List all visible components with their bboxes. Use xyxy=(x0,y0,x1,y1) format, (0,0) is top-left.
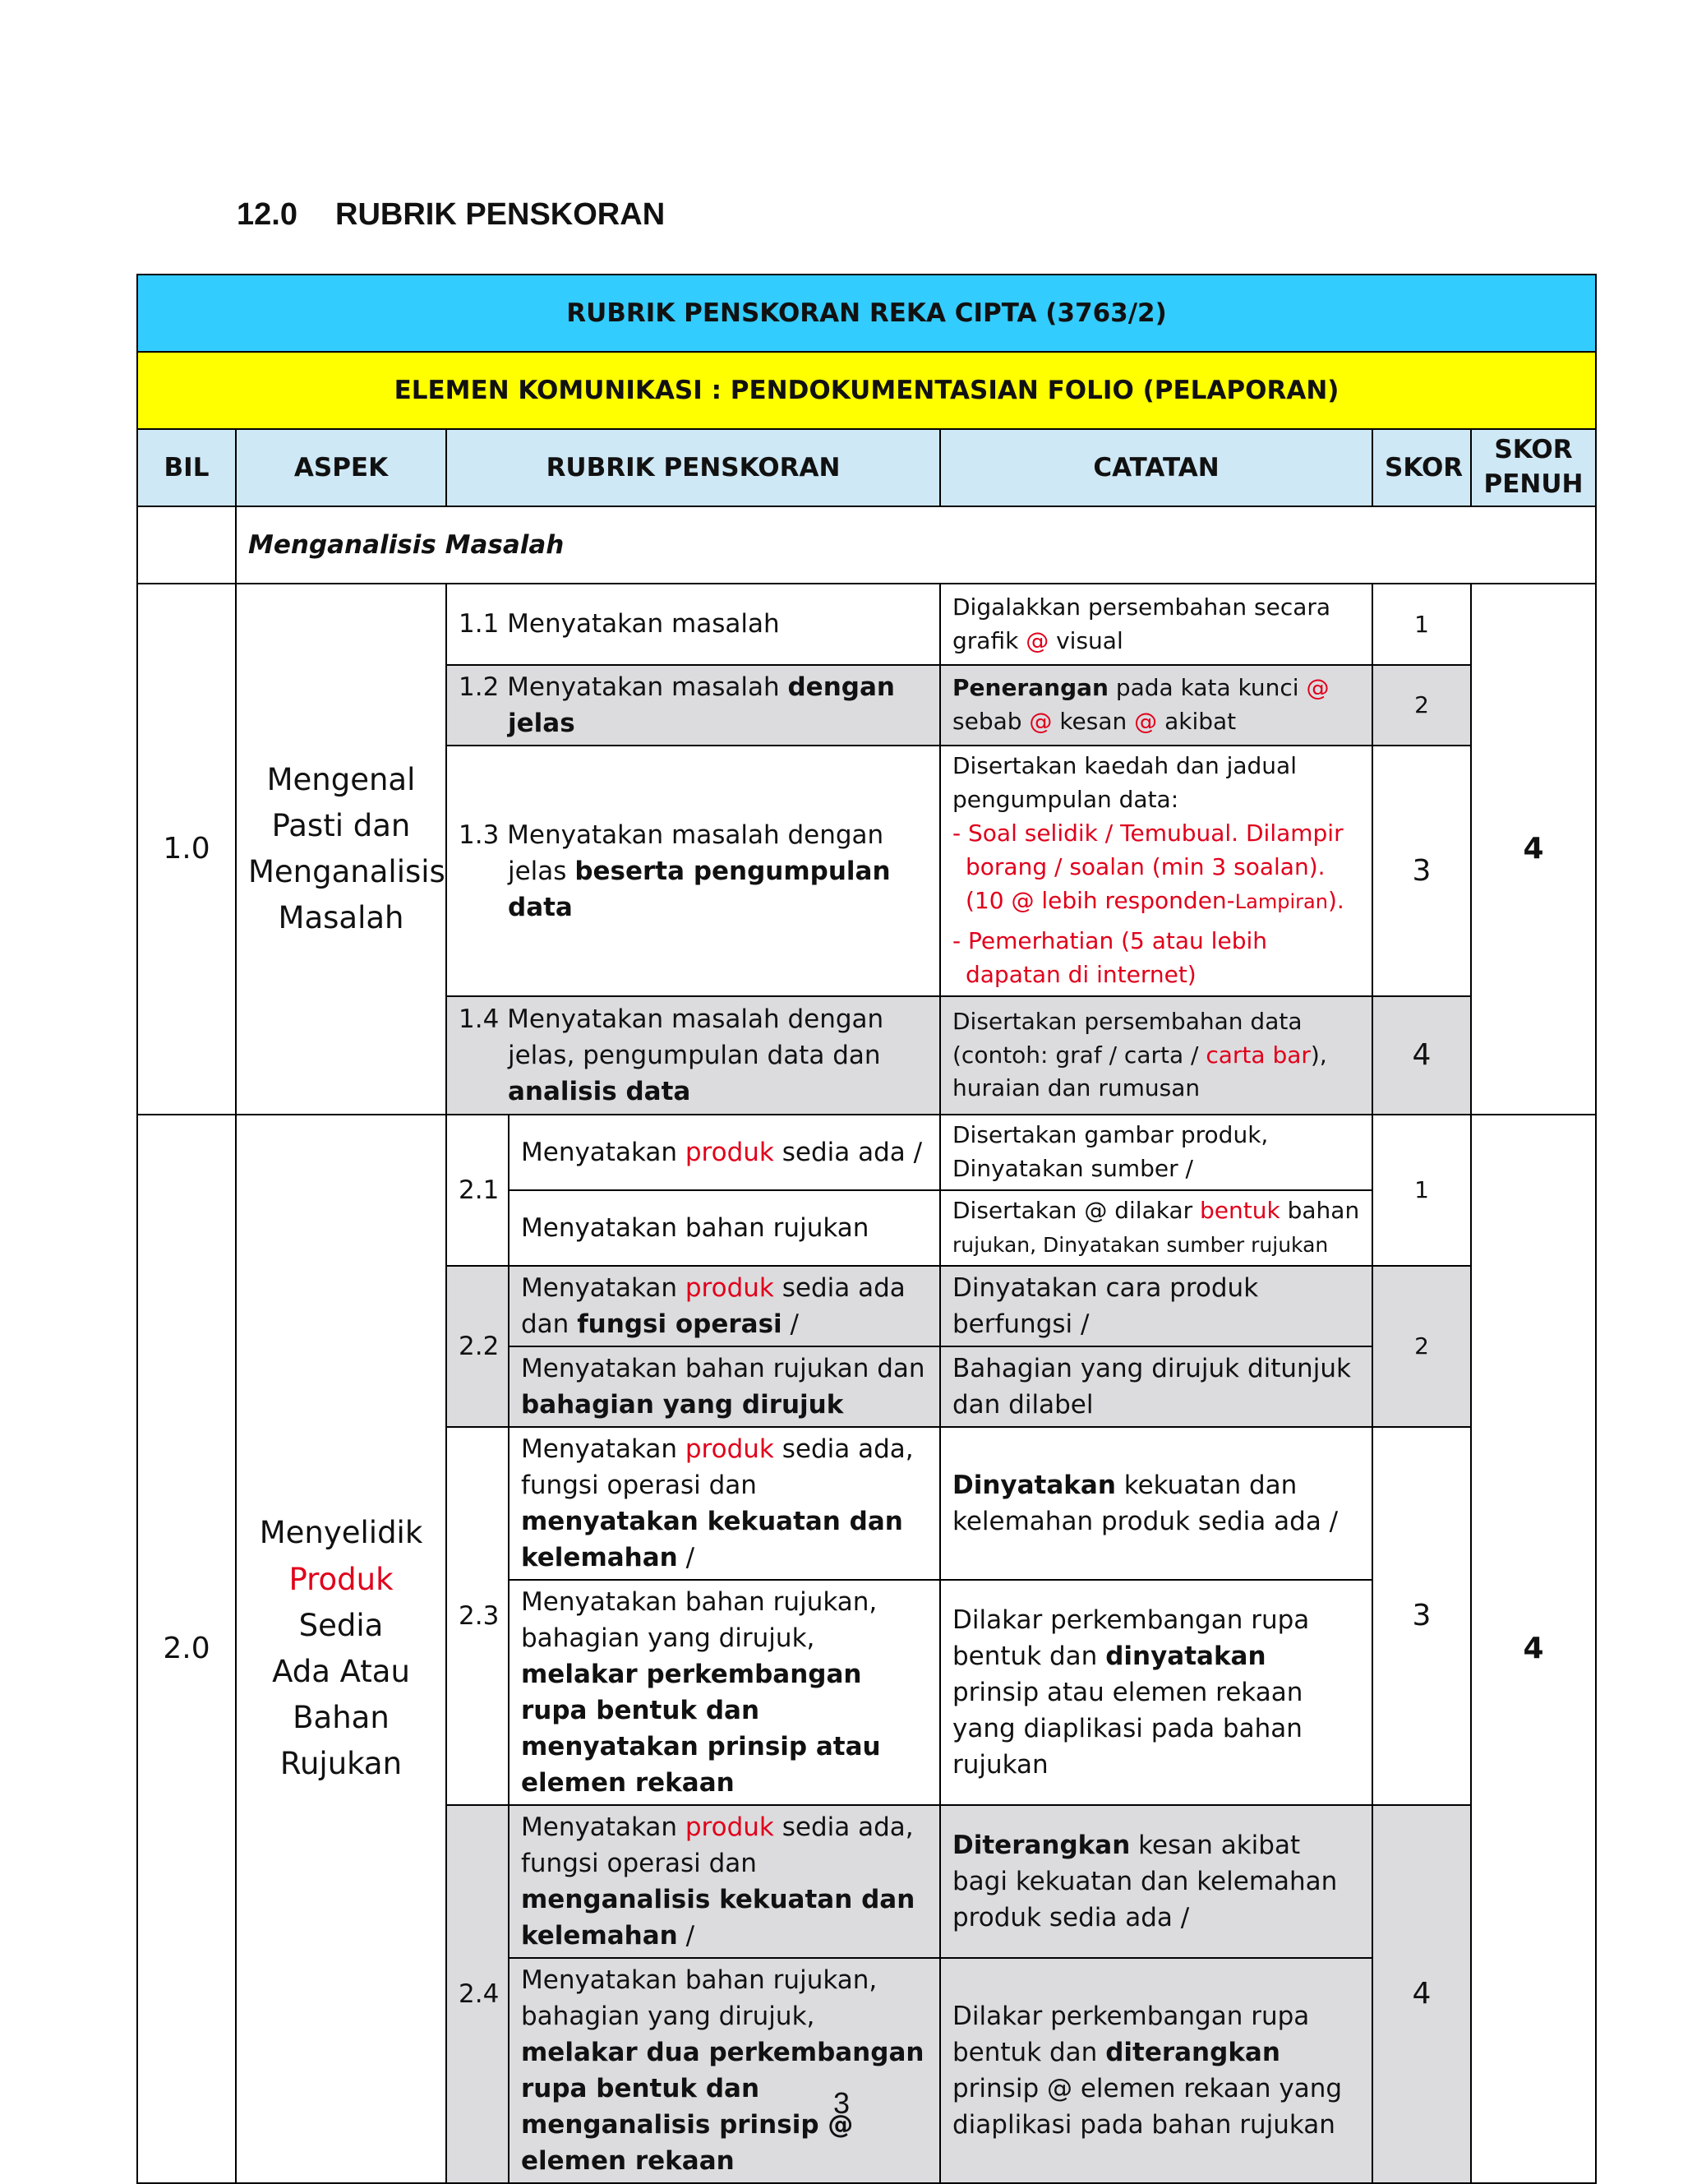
element-title: ELEMEN KOMUNIKASI : PENDOKUMENTASIAN FOLIO (PELAPORAN) xyxy=(137,352,1596,429)
table-title-row xyxy=(137,275,1596,352)
note-cell: Dilakar perkembangan rupa bentuk dan dinyatakan prinsip atau elemen rekaan yang diaplikasi pada bahan rujukan xyxy=(940,1580,1372,1805)
note-cell: Diterangkan kesan akibat bagi kekuatan dan kelemahan produk sedia ada / xyxy=(940,1805,1372,1958)
rubric-cell: Menyatakan bahan rujukan dan bahagian yang dirujuk xyxy=(509,1346,940,1427)
rubric-cell: Menyatakan produk sedia ada, fungsi operasi dan menyatakan kekuatan dan kelemahan / xyxy=(509,1427,940,1580)
note-cell: Dilakar perkembangan rupa bentuk dan diterangkan prinsip @ elemen rekaan yang diaplikasi pada bahan rujukan xyxy=(940,1958,1372,2183)
full-score-cell: 4 xyxy=(1471,584,1596,1115)
rubric-cell: 1.3 Menyatakan masalah dengan jelas beserta pengumpulan data xyxy=(446,746,940,996)
score-cell: 4 xyxy=(1372,996,1471,1115)
header-skor: SKOR xyxy=(1372,429,1471,506)
header-row xyxy=(137,429,1596,506)
rubric-cell: 1.1 Menyatakan masalah xyxy=(446,584,940,665)
rubric-cell: Menyatakan bahan rujukan, bahagian yang dirujuk, melakar perkembangan rupa bentuk dan menyatakan prinsip atau elemen rekaan xyxy=(509,1580,940,1805)
table-title: RUBRIK PENSKORAN REKA CIPTA (3763/2) xyxy=(137,275,1596,352)
rubric-cell: Menyatakan produk sedia ada / xyxy=(509,1115,940,1190)
section-title: RUBRIK PENSKORAN xyxy=(335,197,666,232)
table-row xyxy=(137,1115,1596,1190)
table-row xyxy=(137,584,1596,665)
rubric-table xyxy=(136,274,1597,2184)
rubric-cell: 1.2 Menyatakan masalah dengan jelas xyxy=(446,665,940,746)
rubric-cell: Menyatakan bahan rujukan, bahagian yang dirujuk, melakar dua perkembangan rupa bentuk dan menganalisis prinsip @ elemen rekaan xyxy=(509,1958,940,2183)
score-cell: 3 xyxy=(1372,746,1471,996)
aspek-cell: Menyelidik Produk Sedia Ada Atau Bahan Rujukan xyxy=(236,1115,446,2183)
full-score-cell: 4 xyxy=(1471,1115,1596,2183)
score-cell: 2 xyxy=(1372,665,1471,746)
bil-cell: 2.0 xyxy=(137,1115,236,2183)
rubric-cell: Menyatakan bahan rujukan xyxy=(509,1190,940,1266)
section-heading xyxy=(237,197,665,233)
note-cell: Disertakan @ dilakar bentuk bahan rujukan, Dinyatakan sumber rujukan xyxy=(940,1190,1372,1266)
note-cell: Dinyatakan kekuatan dan kelemahan produk sedia ada / xyxy=(940,1427,1372,1580)
note-cell: Disertakan gambar produk, Dinyatakan sumber / xyxy=(940,1115,1372,1190)
section-number: 12.0 xyxy=(237,197,297,232)
sub-number: 2.4 xyxy=(446,1805,509,2183)
section-heading-cell: Menganalisis Masalah xyxy=(236,506,1596,584)
score-cell: 1 xyxy=(1372,1115,1471,1266)
rubric-cell: 1.4 Menyatakan masalah dengan jelas, pengumpulan data dan analisis data xyxy=(446,996,940,1115)
header-aspek: ASPEK xyxy=(236,429,446,506)
note-cell: Bahagian yang dirujuk ditunjuk dan dilabel xyxy=(940,1346,1372,1427)
score-cell: 1 xyxy=(1372,584,1471,665)
rubric-cell: Menyatakan produk sedia ada, fungsi operasi dan menganalisis kekuatan dan kelemahan / xyxy=(509,1805,940,1958)
header-rubrik: RUBRIK PENSKORAN xyxy=(446,429,940,506)
empty-cell xyxy=(137,506,236,584)
page-number: 3 xyxy=(832,2086,851,2120)
sub-number: 2.2 xyxy=(446,1266,509,1427)
score-cell: 4 xyxy=(1372,1805,1471,2183)
header-bil: BIL xyxy=(137,429,236,506)
note-cell: Dinyatakan cara produk berfungsi / xyxy=(940,1266,1372,1346)
sub-number: 2.1 xyxy=(446,1115,509,1266)
header-skor-penuh: SKOR PENUH xyxy=(1471,429,1596,506)
bil-cell: 1.0 xyxy=(137,584,236,1115)
sub-number: 2.3 xyxy=(446,1427,509,1805)
note-cell: Digalakkan persembahan secara grafik @ visual xyxy=(940,584,1372,665)
rubric-cell: Menyatakan produk sedia ada dan fungsi operasi / xyxy=(509,1266,940,1346)
score-cell: 2 xyxy=(1372,1266,1471,1427)
header-catatan: CATATAN xyxy=(940,429,1372,506)
section-heading-row xyxy=(137,506,1596,584)
note-cell: Disertakan kaedah dan jadual pengumpulan data: - Soal selidik / Temubual. Dilampir borang / soalan (min 3 soalan). (10 @ lebih responden-Lampiran). - Pemerhatian (5 atau lebih dapatan di internet) xyxy=(940,746,1372,996)
aspek-cell: Mengenal Pasti dan Menganalisis Masalah xyxy=(236,584,446,1115)
note-cell: Disertakan persembahan data (contoh: graf / carta / carta bar), huraian dan rumusan xyxy=(940,996,1372,1115)
score-cell: 3 xyxy=(1372,1427,1471,1805)
note-cell: Penerangan pada kata kunci @ sebab @ kesan @ akibat xyxy=(940,665,1372,746)
element-row xyxy=(137,352,1596,429)
